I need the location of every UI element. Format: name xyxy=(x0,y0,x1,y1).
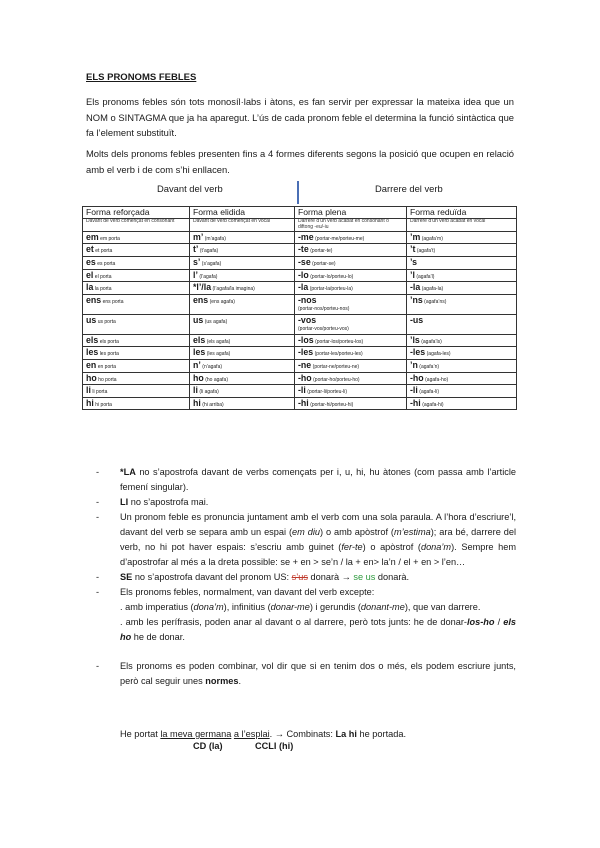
pronoun-form: *l’/la xyxy=(193,282,212,293)
pronoun-form: ens xyxy=(86,294,102,305)
note-position-imperatives: . amb imperatius (dona’m), infinitius (donar-me) i gerundis (donant-me), que van darrere. xyxy=(120,602,481,612)
cell-reforcada xyxy=(83,314,190,334)
table-row xyxy=(83,372,517,385)
pronoun-form: ’ls xyxy=(410,334,420,345)
pronoun-example: (s’agafa) xyxy=(201,261,222,267)
table-description-row xyxy=(83,219,517,232)
table-row xyxy=(83,347,517,360)
pronoun-form: la xyxy=(86,282,94,293)
table-row xyxy=(83,314,517,334)
notes-list xyxy=(96,465,516,689)
cell-plena xyxy=(295,359,407,372)
desc-reduida: Darrere d’un verb acabat en vocal xyxy=(407,219,517,232)
pronoun-form: es xyxy=(86,257,96,267)
pronoun-form: -ne xyxy=(298,359,312,370)
cell-elidida xyxy=(190,347,295,360)
cell-plena xyxy=(295,244,407,257)
header-forma-elidida: Forma elidida xyxy=(190,207,295,219)
pronoun-example: (portar-vos/porteu-vos) xyxy=(298,325,349,332)
pronoun-form: ’ns xyxy=(410,294,423,305)
cell-reduida xyxy=(407,231,517,244)
cell-plena xyxy=(295,314,407,334)
pronoun-form: m’ xyxy=(193,231,204,242)
cell-reforcada xyxy=(83,282,190,295)
pronoun-example: (agafa-hi) xyxy=(422,401,444,408)
notes-spacer xyxy=(96,645,516,659)
cd-label: CD (la) xyxy=(193,741,223,751)
pronoun-form: -us xyxy=(410,314,424,325)
pronoun-example: hi porta xyxy=(95,401,112,408)
cell-elidida xyxy=(190,314,295,334)
intro-paragraph: Els pronoms febles són tots monosíl·labs i àtons, es fan servir per expressar la mateixa idea que un NOM o SINTAGMA que ja ha aparegut. L’ús de cada pronom feble el determina la funció sintàctica que fa l’element substituït. xyxy=(86,96,514,138)
cell-reforcada xyxy=(83,397,190,410)
forms-paragraph: Molts dels pronoms febles presenten fins a 4 formes diferents segons la posició que ocupen en relació amb el verb i de com s’hi enllacen. xyxy=(86,148,514,175)
cell-reduida xyxy=(407,294,517,314)
cell-elidida xyxy=(190,269,295,282)
cell-plena xyxy=(295,294,407,314)
pronoun-form: us xyxy=(86,314,97,325)
pronoun-form: -les xyxy=(410,347,426,358)
pronoun-example: (t’agafa) xyxy=(199,248,219,255)
cell-reforcada xyxy=(83,257,190,270)
pronoun-form: els xyxy=(86,334,99,345)
pronoun-form: -me xyxy=(298,231,314,242)
pronoun-form: s’ xyxy=(193,257,201,267)
pronoun-form: ’s xyxy=(410,257,418,267)
cell-reforcada xyxy=(83,231,190,244)
pronoun-form: ens xyxy=(193,294,209,305)
pronoun-example: (portar-li/porteu-li) xyxy=(307,389,348,396)
pronoun-form: hi xyxy=(86,397,94,408)
pronoun-example: els porta xyxy=(99,338,119,345)
pronoun-form: les xyxy=(193,347,206,358)
pronoun-example: (l’agafa/la imagina) xyxy=(212,286,255,293)
pronoun-example: (portar-lo/porteu-lo) xyxy=(310,273,354,280)
cell-reduida xyxy=(407,314,517,334)
pronoun-form: -lo xyxy=(298,269,309,280)
pronoun-example: (agafa’l) xyxy=(416,273,435,280)
cell-plena xyxy=(295,269,407,282)
cell-plena xyxy=(295,372,407,385)
pronoun-form: el xyxy=(86,269,94,280)
cell-elidida xyxy=(190,244,295,257)
pronoun-form: em xyxy=(86,231,99,242)
desc-plena: Darrere d’un verb acabat en consonant o diftong -eu/-iu xyxy=(295,219,407,232)
cell-reduida xyxy=(407,347,517,360)
header-forma-plena: Forma plena xyxy=(295,207,407,219)
combination-example: He portat la meva germana a l’esplai. → Combinats: La hi he portada. xyxy=(120,729,407,739)
cell-plena xyxy=(295,397,407,410)
pronoun-example: (els agafa) xyxy=(206,338,231,345)
table-row xyxy=(83,231,517,244)
pronoun-form: us xyxy=(193,314,204,325)
cell-plena xyxy=(295,385,407,398)
pronoun-example: (portar-les/porteu-les) xyxy=(314,351,363,358)
pronoun-form: ho xyxy=(193,372,204,383)
note-se: - SE no s’apostrofa davant del pronom US: s’us donarà → se us donarà. xyxy=(96,572,410,582)
pronoun-example: li porta xyxy=(92,389,108,396)
pronoun-example: el porta xyxy=(94,273,112,280)
pronoun-example: (portar-ho/porteu-ho) xyxy=(313,376,360,383)
pronoun-form: -nos xyxy=(298,294,317,305)
note-position: - Els pronoms febles, normalment, van davant del verb excepte: . amb imperatius (dona’m), infinitius (donar-me) i gerundis (donant-me), que van darrere. . amb les perífrasis, poden anar al davant o al darrere, però tots junts: he de donar-los-ho / els ho he de donar. xyxy=(96,585,516,645)
pronoun-form: -hi xyxy=(298,397,309,408)
cell-reduida xyxy=(407,359,517,372)
table-row xyxy=(83,359,517,372)
table-row xyxy=(83,244,517,257)
table-row xyxy=(83,294,517,314)
table-row xyxy=(83,257,517,270)
cell-plena xyxy=(295,282,407,295)
pronoun-example: (agafa’t) xyxy=(416,248,436,255)
pronoun-example: ens porta xyxy=(102,298,124,305)
header-forma-reduida: Forma reduïda xyxy=(407,207,517,219)
pronoun-example: (portar-los/porteu-los) xyxy=(315,338,364,345)
note-la: - *LA no s’apostrofa davant de verbs començats per i, u, hi, hu àtones (com passa amb l’article femení singular). xyxy=(96,467,516,492)
pronoun-example: (portar-te) xyxy=(310,248,333,255)
cell-reforcada xyxy=(83,347,190,360)
cell-elidida xyxy=(190,231,295,244)
table-row xyxy=(83,334,517,347)
after-verb-header: Darrere del verb xyxy=(375,183,443,194)
cell-reduida xyxy=(407,269,517,282)
pronoun-form: et xyxy=(86,244,94,255)
note-li: - LI no s’apostrofa mai. xyxy=(96,497,209,507)
pronoun-example: en porta xyxy=(97,363,117,370)
pronoun-form: -te xyxy=(298,244,309,255)
pronoun-form: -hi xyxy=(410,397,421,408)
pronoun-example: (ens agafa) xyxy=(209,298,235,305)
cell-elidida xyxy=(190,372,295,385)
cell-reduida xyxy=(407,257,517,270)
cell-elidida xyxy=(190,294,295,314)
cell-reforcada xyxy=(83,372,190,385)
pronoun-example: (portar-ne/porteu-ne) xyxy=(312,363,360,370)
pronoun-example: (li agafa) xyxy=(199,389,219,396)
note-position-periphrasis: . amb les perífrasis, poden anar al davant o al darrere, però tots junts: he de donar-los-ho / els ho he de donar. xyxy=(120,617,516,642)
pronoun-form: els xyxy=(193,334,206,345)
pronoun-form: l’ xyxy=(193,269,198,280)
pronoun-form: les xyxy=(86,347,99,358)
pronoun-form: en xyxy=(86,359,97,370)
cell-reforcada xyxy=(83,334,190,347)
pronoun-example: (l’agafa) xyxy=(199,273,218,280)
cell-reduida xyxy=(407,334,517,347)
desc-elidida: Davant de verb començat en vocal xyxy=(190,219,295,232)
pronoun-example: (agafa’ns) xyxy=(424,298,447,305)
table-row xyxy=(83,397,517,410)
pronoun-example: (m’agafa) xyxy=(204,235,226,242)
table-row xyxy=(83,385,517,398)
note-pronunciation: - Un pronom feble es pronuncia juntament amb el verb com una sola paraula. A l’hora d’escriure’l, davant del verb se separa amb un espai (em diu) o amb apòstrof (m’estima); ara bé, darrere del verb, no hi pot haver espais: s’escriu amb guinet (fer-te) o apòstrof (dona’m). Sempre hem d’apostrofar al més a la dreta possible: se + en > se’n / la + en> la’n / el + en > l’en… xyxy=(96,512,516,567)
pronoun-example: (agafa-ho) xyxy=(425,376,449,383)
pronoun-example: (agafa’ls) xyxy=(421,338,442,345)
cell-reforcada xyxy=(83,244,190,257)
cell-elidida xyxy=(190,385,295,398)
cell-plena xyxy=(295,257,407,270)
pronoun-form: -ho xyxy=(410,372,424,383)
pronoun-form: -la xyxy=(298,282,309,293)
pronoun-form: -los xyxy=(298,334,314,345)
pronoun-form: li xyxy=(86,385,91,396)
pronoun-form: -li xyxy=(410,385,418,396)
pronoun-form: ’n xyxy=(410,359,418,370)
pronoun-example: (portar-me/porteu-me) xyxy=(315,235,365,242)
cell-reforcada xyxy=(83,269,190,282)
pronoun-example: les porta xyxy=(99,351,119,358)
pronoun-example: us porta xyxy=(97,318,116,325)
cell-elidida xyxy=(190,282,295,295)
table-row xyxy=(83,269,517,282)
cell-reduida xyxy=(407,372,517,385)
cell-reduida xyxy=(407,282,517,295)
pronoun-form: ’l xyxy=(410,269,415,280)
before-verb-header: Davant del verb xyxy=(157,183,223,194)
pronoun-example: (portar-se) xyxy=(312,261,336,267)
pronoun-example: la porta xyxy=(94,286,112,293)
pronoun-table xyxy=(82,206,517,410)
desc-reforcada: Davant de verb començat en consonant xyxy=(83,219,190,232)
pronoun-example: (agafa-la) xyxy=(421,286,444,293)
header-divider xyxy=(297,181,299,204)
pronoun-example: (us agafa) xyxy=(204,318,228,325)
cell-elidida xyxy=(190,359,295,372)
pronoun-form: ’t xyxy=(410,244,416,255)
pronoun-example: (n’agafa) xyxy=(202,363,223,370)
pronoun-example: et porta xyxy=(95,248,113,255)
cell-reforcada xyxy=(83,385,190,398)
cell-elidida xyxy=(190,397,295,410)
pronoun-example: (agafa’m) xyxy=(421,235,443,242)
pronoun-example: (agafa’n) xyxy=(419,363,440,370)
cell-plena xyxy=(295,347,407,360)
cell-reduida xyxy=(407,385,517,398)
pronoun-form: ho xyxy=(86,372,97,383)
pronoun-example: (agafa-les) xyxy=(426,351,451,358)
pronoun-example: ho porta xyxy=(98,376,117,383)
pronoun-form: -li xyxy=(298,385,306,396)
pronoun-form: -les xyxy=(298,347,314,358)
cell-reforcada xyxy=(83,359,190,372)
cell-plena xyxy=(295,334,407,347)
pronoun-example: (agafa-li) xyxy=(419,389,440,396)
document-title: ELS PRONOMS FEBLES xyxy=(86,72,197,83)
table-header-row xyxy=(83,207,517,219)
pronoun-form: -vos xyxy=(298,314,317,325)
cell-plena xyxy=(295,231,407,244)
cell-reduida xyxy=(407,244,517,257)
pronoun-form: hi xyxy=(193,397,201,408)
pronoun-example: (portar-la/porteu-la) xyxy=(309,286,353,293)
ccli-label: CCLI (hi) xyxy=(255,741,294,751)
pronoun-example: (portar-nos/porteu-nos) xyxy=(298,305,350,312)
pronoun-form: -se xyxy=(298,257,311,267)
pronoun-example: (les agafa) xyxy=(206,351,231,358)
pronoun-example: em porta xyxy=(100,235,120,242)
note-combination: - Els pronoms es poden combinar, vol dir que si en tenim dos o més, els podem escriure junts, però cal seguir unes normes. xyxy=(96,661,516,686)
pronoun-example: es porta xyxy=(97,261,116,267)
pronoun-form: t’ xyxy=(193,244,199,255)
pronoun-form: -la xyxy=(410,282,421,293)
pronoun-example: (ho agafa) xyxy=(205,376,228,383)
cell-reduida xyxy=(407,397,517,410)
pronoun-form: li xyxy=(193,385,198,396)
pronoun-form: n’ xyxy=(193,359,201,370)
cell-elidida xyxy=(190,334,295,347)
pronoun-example: (portar-hi/porteu-hi) xyxy=(310,401,354,408)
table-row xyxy=(83,282,517,295)
cell-elidida xyxy=(190,257,295,270)
pronoun-form: ’m xyxy=(410,231,421,242)
pronoun-example: (hi arriba) xyxy=(202,401,224,408)
cell-reforcada xyxy=(83,294,190,314)
header-forma-reforcada: Forma reforçada xyxy=(83,207,190,219)
pronoun-form: -ho xyxy=(298,372,312,383)
